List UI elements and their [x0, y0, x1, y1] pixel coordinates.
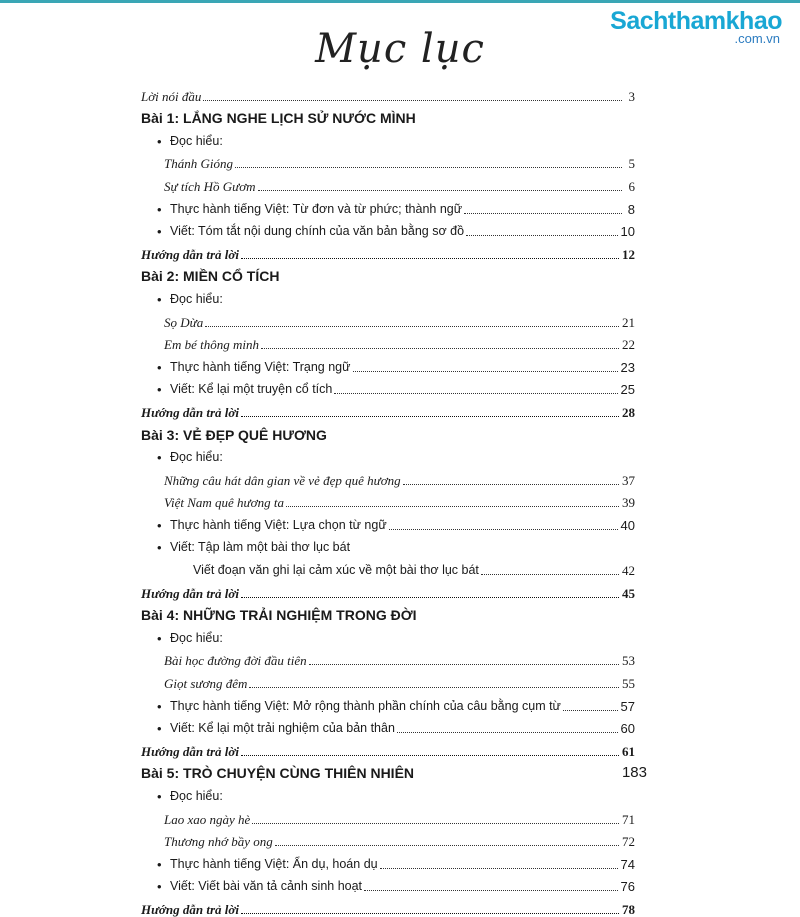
- bullet-icon: •: [157, 201, 162, 217]
- entry-title: Viết: Kể lại một trải nghiệm của bản thân: [170, 721, 395, 736]
- top-border-line: [0, 0, 800, 3]
- entry-page-number: 45: [622, 585, 635, 601]
- toc-entry-story: [141, 646, 635, 669]
- toc-entry-story: [141, 149, 635, 172]
- dot-leader: [353, 371, 618, 372]
- dot-leader: [241, 755, 619, 756]
- entry-title: Giọt sương đêm: [164, 676, 248, 692]
- lesson-title: Bài 5: TRÒ CHUYỆN CÙNG THIÊN NHIÊN: [141, 765, 415, 782]
- toc-entry-story: [141, 307, 635, 330]
- entry-page-number: 22: [622, 337, 635, 353]
- dot-leader: [466, 235, 617, 236]
- toc-entry-cat: [141, 623, 635, 646]
- watermark-domain: .com.vn: [734, 31, 780, 46]
- toc-entry-story: [141, 668, 635, 691]
- entry-title: Thực hành tiếng Việt: Lựa chọn từ ngữ: [170, 517, 387, 532]
- entry-page-number: 53: [622, 653, 635, 669]
- watermark-brand: Sachthamkhao: [610, 7, 782, 35]
- toc-entry-sub: [141, 555, 635, 578]
- entry-title: Những câu hát dân gian về vẻ đẹp quê hương: [164, 472, 401, 488]
- toc-entry-story: [141, 330, 635, 353]
- lesson-title: Bài 2: MIỀN CỔ TÍCH: [141, 268, 280, 285]
- entry-title: Hướng dẫn trả lời: [141, 585, 239, 601]
- dot-leader: [241, 416, 619, 417]
- dot-leader: [261, 348, 619, 349]
- entry-page-number: 60: [620, 721, 635, 737]
- toc-entry-story: [141, 804, 635, 827]
- dot-leader: [258, 190, 622, 191]
- lesson-title: Bài 1: LẮNG NGHE LỊCH SỬ NƯỚC MÌNH: [141, 110, 416, 127]
- entry-title: Lời nói đầu: [141, 88, 202, 104]
- entry-title: Thương nhớ bầy ong: [164, 834, 273, 850]
- entry-page-number: 40: [620, 517, 635, 533]
- toc-entry-story: [141, 465, 635, 488]
- page-title: Mục lục: [315, 26, 485, 72]
- dot-leader: [205, 326, 619, 327]
- entry-page-number: 8: [627, 201, 635, 217]
- bullet-icon: •: [157, 856, 162, 872]
- entry-title: Thực hành tiếng Việt: Trạng ngữ: [170, 359, 351, 374]
- entry-title: Thực hành tiếng Việt: Ẩn dụ, hoán dụ: [170, 856, 378, 871]
- entry-page-number: 42: [622, 563, 635, 579]
- toc-entry-guide: [141, 578, 635, 601]
- dot-leader: [252, 823, 619, 824]
- entry-title: Viết: Tóm tắt nội dung chính của văn bản bằng sơ đồ: [170, 224, 465, 239]
- dot-leader: [403, 484, 619, 485]
- toc-entry-guide: [141, 397, 635, 420]
- entry-title: Viết: Tập làm một bài thơ lục bát: [170, 540, 351, 555]
- entry-title: Đọc hiểu:: [170, 789, 223, 803]
- bullet-icon: •: [157, 133, 162, 149]
- lesson-title: Bài 3: VẺ ĐẸP QUÊ HƯƠNG: [141, 426, 327, 443]
- entry-title: Hướng dẫn trả lời: [141, 404, 239, 420]
- lesson-heading: [141, 759, 635, 782]
- dot-leader: [563, 710, 618, 711]
- dot-leader: [241, 258, 619, 259]
- entry-page-number: 74: [620, 856, 635, 872]
- dot-leader: [241, 913, 619, 914]
- toc-entry-cat: [141, 126, 635, 149]
- dot-leader: [481, 574, 619, 575]
- entry-page-number: 78: [622, 901, 635, 917]
- bullet-icon: •: [157, 789, 162, 804]
- entry-title: Viết đoạn văn ghi lại cảm xúc về một bài thơ lục bát: [193, 563, 479, 578]
- entry-title: Bài học đường đời đầu tiên: [164, 653, 307, 669]
- toc-entry-cat: [141, 284, 635, 307]
- bullet-icon: •: [157, 879, 162, 895]
- entry-title: Hướng dẫn trả lời: [141, 901, 239, 917]
- lesson-title: Bài 4: NHỮNG TRẢI NGHIỆM TRONG ĐỜI: [141, 607, 417, 624]
- bullet-icon: •: [157, 359, 162, 375]
- dot-leader: [286, 506, 619, 507]
- entry-title: Viết: Viết bài văn tả cảnh sinh hoạt: [170, 879, 363, 894]
- bullet-icon: •: [157, 630, 162, 646]
- entry-page-number: 25: [620, 382, 635, 398]
- entry-page-number: 39: [622, 495, 635, 511]
- toc-entry-cat: [141, 510, 635, 533]
- entry-title: Sọ Dừa: [164, 314, 204, 330]
- entry-page-number: 23: [620, 359, 635, 375]
- toc-entry-cat: [141, 375, 635, 398]
- toc-entry-cat: [141, 849, 635, 872]
- entry-page-number: 10: [620, 224, 635, 240]
- entry-page-number: 37: [622, 472, 635, 488]
- dot-leader: [334, 393, 617, 394]
- entry-page-number: 76: [620, 879, 635, 895]
- entry-title: Đọc hiểu:: [170, 630, 223, 645]
- dot-leader: [389, 529, 618, 530]
- dot-leader: [249, 687, 619, 688]
- bullet-icon: •: [157, 450, 162, 466]
- lesson-heading: [141, 420, 635, 443]
- entry-title: Lao xao ngày hè: [164, 811, 251, 827]
- entry-title: Đọc hiểu:: [170, 450, 223, 465]
- bullet-icon: •: [157, 224, 162, 240]
- toc-entry-intro: [141, 81, 635, 104]
- lesson-heading: [141, 601, 635, 624]
- dot-leader: [397, 732, 618, 733]
- entry-page-number: 5: [628, 156, 635, 172]
- table-of-contents: [141, 81, 635, 917]
- lesson-heading: [141, 104, 635, 127]
- entry-title: Em bé thông minh: [164, 337, 259, 353]
- toc-entry-cat: [141, 872, 635, 895]
- entry-page-number: 21: [622, 314, 635, 330]
- toc-entry-story: [141, 488, 635, 511]
- dot-leader: [275, 845, 619, 846]
- entry-page-number: 57: [620, 698, 635, 714]
- entry-title: Thực hành tiếng Việt: Mở rộng thành phần chính của câu bằng cụm từ: [170, 698, 561, 713]
- dot-leader: [235, 167, 622, 168]
- entry-page-number: 72: [622, 834, 635, 850]
- toc-entry-cat: [141, 781, 635, 804]
- toc-entry-guide: [141, 736, 635, 759]
- entry-title: Việt Nam quê hương ta: [164, 495, 284, 511]
- entry-page-number: 28: [622, 404, 635, 420]
- bullet-icon: •: [157, 382, 162, 398]
- entry-title: Hướng dẫn trả lời: [141, 743, 239, 759]
- toc-entry-guide: [141, 894, 635, 917]
- toc-entry-guide: [141, 239, 635, 262]
- dot-leader: [464, 213, 622, 214]
- toc-entry-cat: [141, 533, 635, 556]
- bullet-icon: •: [157, 517, 162, 533]
- toc-entry-cat: [141, 217, 635, 240]
- toc-entry-cat: [141, 443, 635, 466]
- entry-title: Hướng dẫn trả lời: [141, 246, 239, 262]
- dot-leader: [309, 664, 619, 665]
- lesson-heading: [141, 262, 635, 285]
- dot-leader: [380, 868, 618, 869]
- page-number: 183: [621, 764, 647, 781]
- entry-page-number: 61: [622, 743, 635, 759]
- entry-title: Sự tích Hồ Gươm: [164, 178, 256, 194]
- toc-entry-story: [141, 171, 635, 194]
- toc-entry-cat: [141, 714, 635, 737]
- entry-title: Đọc hiểu:: [170, 291, 223, 306]
- bullet-icon: •: [157, 291, 162, 307]
- toc-entry-cat: [141, 194, 635, 217]
- bullet-icon: •: [157, 698, 162, 714]
- toc-entry-cat: [141, 691, 635, 714]
- entry-page-number: 71: [622, 811, 635, 827]
- entry-page-number: 3: [628, 88, 635, 104]
- entry-title: Đọc hiểu:: [170, 133, 223, 148]
- dot-leader: [364, 890, 617, 891]
- entry-page-number: 55: [622, 676, 635, 692]
- entry-title: Thực hành tiếng Việt: Từ đơn và từ phức; thành ngữ: [170, 201, 463, 216]
- bullet-icon: •: [157, 540, 162, 556]
- entry-page-number: 12: [622, 246, 635, 262]
- toc-entry-story: [141, 827, 635, 850]
- dot-leader: [241, 597, 619, 598]
- dot-leader: [203, 100, 622, 101]
- bullet-icon: •: [157, 721, 162, 737]
- toc-entry-cat: [141, 352, 635, 375]
- entry-title: Thánh Gióng: [164, 156, 233, 172]
- entry-title: Viết: Kể lại một truyện cổ tích: [170, 382, 333, 397]
- entry-page-number: 6: [628, 178, 635, 194]
